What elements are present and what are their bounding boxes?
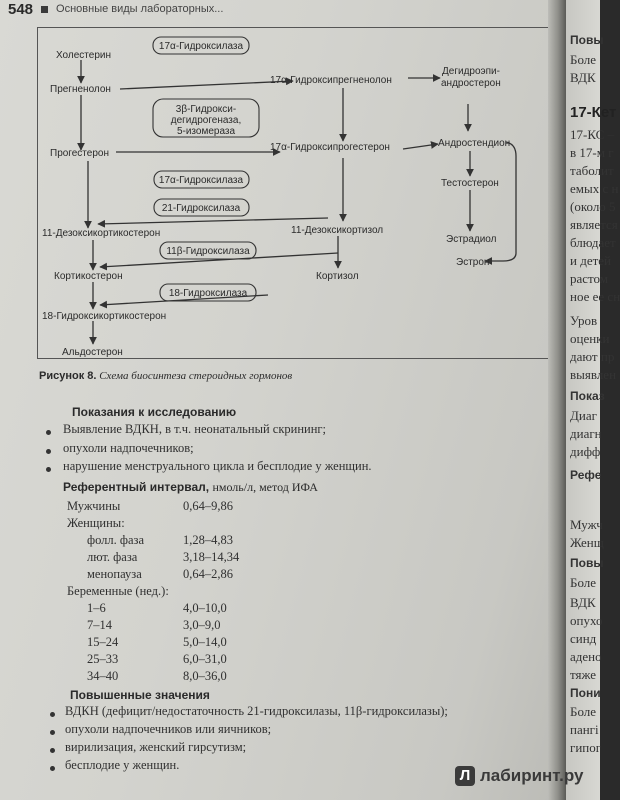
node-doc: 11-Дезоксикортикостерон [42, 228, 161, 239]
enzyme-3b-line3: 5-изомераза [176, 126, 236, 137]
caption-label: Рисунок 8. [39, 370, 97, 382]
women-phase-value: 3,18–14,34 [183, 550, 240, 564]
elevated-item: ВДКН (дефицит/недостаточность 21-гидроксилазы, 11β-гидроксилазы); [65, 704, 448, 718]
rp-line: гипог [570, 740, 602, 755]
rp-line: растом [570, 271, 609, 286]
page-header [8, 0, 223, 18]
rp-line: Женщ [570, 535, 604, 550]
rp-line: синд [570, 631, 597, 646]
arrow-pregnenolone-17oh [120, 81, 293, 89]
enzyme-3b-line1: 3β-Гидрокси- [175, 104, 237, 115]
pregnant-value: 8,0–36,0 [183, 669, 227, 683]
node-deoxycortisol: 11-Дезоксикортизол [291, 225, 384, 236]
rp-line: диагн [570, 426, 602, 441]
elevated-item: вирилизация, женский гирсутизм; [65, 740, 247, 754]
pregnant-week: 25–33 [87, 652, 119, 666]
indication-item: нарушение менструального цикла и бесплодие у женщин. [63, 459, 372, 473]
rp-line: тяже [570, 667, 597, 682]
node-dhea-1: Дегидроэпи- [442, 66, 500, 77]
women-label: Женщины: [67, 516, 125, 530]
rp-line: Боле [570, 52, 597, 67]
node-testosterone: Тестостерон [441, 178, 499, 189]
node-aldosterone: Альдостерон [62, 347, 123, 358]
rp-line: Повы [570, 33, 604, 47]
arrow-17oh-prog-androstenedione [403, 144, 438, 149]
node-androstenedione: Андростендион [438, 138, 511, 149]
rp-line: дают пр [570, 349, 615, 364]
men-label: Мужчины [67, 499, 121, 513]
indications-title: Показания к исследованию [72, 405, 237, 419]
rp-line: в 17-м г [570, 145, 614, 160]
labirint-watermark [455, 766, 583, 786]
rp-line: выявлен [570, 367, 617, 382]
labirint-logo-icon: Л [455, 766, 475, 786]
rp-line: Диаг [570, 408, 597, 423]
women-phase-value: 0,64–2,86 [183, 567, 233, 581]
book-gutter [548, 0, 566, 800]
node-pregnenolone: Прегненолон [50, 84, 111, 95]
elevated-item: опухоли надпочечников или яичников; [65, 722, 272, 736]
node-cortisol: Кортизол [316, 271, 359, 282]
rp-line: опухо [570, 613, 603, 628]
rp-line: ВДК [570, 595, 596, 610]
rp-line: (около 5 [570, 199, 616, 214]
bullet-dot [46, 449, 51, 454]
rp-line: Рефе [570, 468, 602, 482]
elevated-title: Повышенные значения [70, 688, 210, 702]
bullet-dot [50, 766, 55, 771]
node-estrone: Эстрон [456, 257, 490, 268]
pregnant-week: 7–14 [87, 618, 112, 632]
bullet-dot [50, 712, 55, 717]
women-phase-label: менопауза [87, 567, 142, 581]
node-estradiol: Эстрадиол [446, 234, 497, 245]
enzyme-18: 18-Гидроксилаза [168, 288, 248, 299]
rp-line: адено [570, 649, 602, 664]
node-oh-pregnenolone: 17α-Гидроксипрегненолон [270, 75, 392, 86]
bullet-dot [50, 730, 55, 735]
rp-line: Показ [570, 389, 605, 403]
pregnant-week: 1–6 [87, 601, 106, 615]
steroid-biosynthesis-diagram [37, 27, 549, 359]
reference-title-bold: Референтный интервал, [63, 480, 210, 494]
pregnant-value: 3,0–9,0 [183, 618, 221, 632]
rp-line: Пони [570, 686, 601, 700]
pregnant-value: 4,0–10,0 [183, 601, 227, 615]
rp-line: оценки [570, 331, 610, 346]
rp-line: Боле [570, 575, 597, 590]
indication-item: Выявление ВДКН, в т.ч. неонатальный скрининг; [63, 422, 327, 436]
pregnant-label: Беременные (нед.): [67, 584, 169, 598]
women-phase-value: 1,28–4,83 [183, 533, 233, 547]
men-value: 0,64–9,86 [183, 499, 233, 513]
watermark-text: лабиринт.ру [480, 766, 584, 785]
page-number: 548 [8, 0, 34, 18]
enzyme-11b: 11β-Гидроксилаза [166, 246, 250, 257]
node-cholesterol: Холестерин [56, 50, 111, 61]
enzyme-21: 21-Гидроксилаза [161, 203, 241, 214]
node-corticosterone: Кортикостерон [54, 271, 123, 282]
pregnant-week: 34–40 [87, 669, 119, 683]
rp-line: 17-КС – [570, 127, 615, 142]
node-progesterone: Прогестерон [50, 148, 109, 159]
arrow-21-to-doc [98, 218, 328, 224]
enzyme-3b-line2: дегидрогеназа, [170, 115, 242, 126]
pregnant-week: 15–24 [87, 635, 119, 649]
enzyme-17a-top: 17α-Гидроксилаза [158, 41, 244, 52]
figure-caption [39, 370, 292, 382]
node-oh-corticosterone: 18-Гидроксикортикостерон [42, 311, 167, 322]
bullet-dot [46, 467, 51, 472]
women-phase-label: лют. фаза [87, 550, 138, 564]
rp-line: емых с н [570, 181, 619, 196]
reference-units: нмоль/л, метод ИФА [212, 480, 318, 494]
pregnant-value: 5,0–14,0 [183, 635, 227, 649]
right-page-fragment [566, 0, 620, 800]
rp-line: пангі [570, 722, 599, 737]
rp-line: ВДК [570, 70, 596, 85]
pregnant-value: 6,0–31,0 [183, 652, 227, 666]
rp-line: дифф [570, 444, 601, 459]
women-phase-label: фолл. фаза [87, 533, 145, 547]
rp-line: является [570, 217, 618, 232]
indication-item: опухоли надпочечников; [63, 441, 194, 455]
bullet-dot [46, 430, 51, 435]
rp-line: Повы [570, 556, 604, 570]
node-dhea-2: андростерон [441, 78, 501, 89]
rp-line: блюдает [570, 235, 616, 250]
node-oh-progesterone: 17α-Гидроксипрогестерон [270, 142, 390, 153]
rp-line: ное ее сн [570, 289, 620, 304]
rp-line: Боле [570, 704, 597, 719]
elevated-item: бесплодие у женщин. [65, 758, 180, 772]
rp-line: 17-Кет [570, 104, 617, 121]
running-title: Основные виды лабораторных... [56, 3, 224, 15]
bullet-dot [50, 748, 55, 753]
reference-title [63, 480, 318, 495]
header-square-icon [41, 6, 48, 13]
rp-line: Мужч [570, 517, 603, 532]
rp-line: и детей [570, 253, 611, 268]
enzyme-17a-mid: 17α-Гидроксилаза [158, 175, 244, 186]
rp-line: таболит [570, 163, 614, 178]
caption-text: Схема биосинтеза стероидных гормонов [99, 370, 293, 382]
rp-line: Уров [570, 313, 598, 328]
